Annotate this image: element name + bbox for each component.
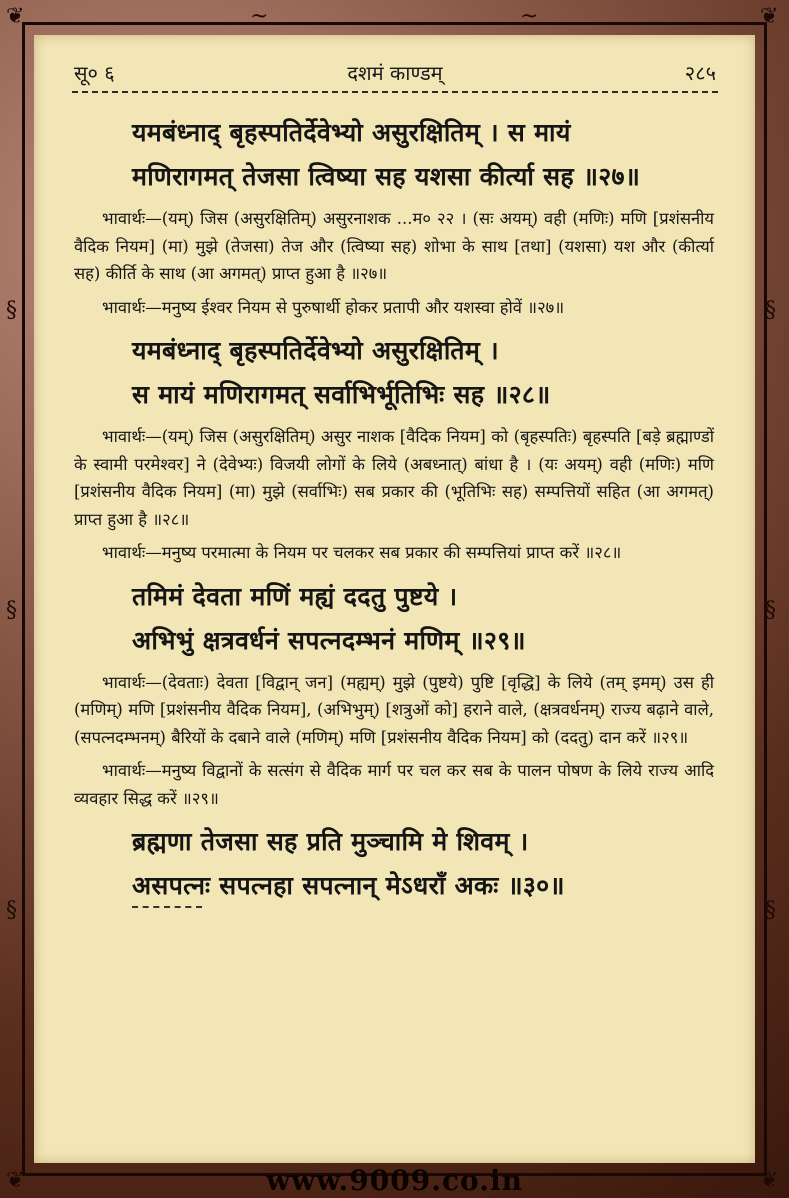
verse-line: यमबंध्नाद् बृहस्पतिर्देवेभ्यो असुरक्षितिम् । स मायं (132, 118, 571, 147)
page-content (74, 111, 714, 908)
verse-line: असपत्नः सपत्नहा सपत्नान् मेऽधराँ अकः ॥३०॥ (132, 871, 565, 900)
verse-line: स मायं मणिरागमत् सर्वाभिर्भूतिभिः सह ॥२८॥ (132, 380, 551, 409)
website-footer: www.9009.co.in (266, 1164, 523, 1197)
verse-line: मणिरागमत् तेजसा त्विष्या सह यशसा कीर्त्या सह ॥२७॥ (132, 162, 641, 191)
side-ornament-icon: § (765, 898, 776, 923)
commentary-paragraph: भावार्थः—मनुष्य ईश्वर नियम से पुरुषार्थी होकर प्रतापी और यशस्वा होवें ॥२७॥ (102, 297, 565, 317)
side-ornament-icon: § (6, 598, 17, 623)
verse-line: अभिभुं क्षत्रवर्धनं सपत्नदम्भनं मणिम् ॥२९॥ (132, 625, 526, 655)
top-ornament-icon: ~ (250, 4, 269, 29)
top-ornament-icon: ~ (520, 4, 539, 29)
sukta-number: सू० ६ (74, 61, 115, 85)
commentary-paragraph: भावार्थः—(देवताः) देवता [विद्वान् जन] (मह्यम्) मुझे (पुष्टये) पुष्टि [वृद्धि] के लिये (तम् इमम्) उस ही (मणिम्) मणि [प्रशंसनीय वैदिक नियम], (अभिभुम्) [शत्रुओं को] हराने वाले, (क्षत्रवर्धनम्) राज्य बढ़ाने वाले, (सपत्नदम्भनम्) बैरियों के दबाने वाले (मणिम्) मणि [प्रशंसनीय वैदिक नियम] को (ददतु) दान करें ॥२९॥ (74, 672, 714, 747)
side-ornament-icon: § (6, 298, 17, 323)
side-ornament-icon: § (765, 298, 776, 323)
corner-ornament-icon: ❦ (760, 1168, 779, 1193)
verse-line: यमबंध्नाद् बृहस्पतिर्देवेभ्यो असुरक्षितिम् । (132, 336, 499, 365)
commentary-paragraph: भावार्थः—मनुष्य परमात्मा के नियम पर चलकर सब प्रकार की सम्पत्तियां प्राप्त करें ॥२८॥ (102, 543, 622, 562)
commentary-paragraph: भावार्थः—(यम्) जिस (असुरक्षितिम्) असुर नाशक [वैदिक नियम] को (बृहस्पतिः) बृहस्पति [बड़े ब्रह्माण्डों के स्वामी परमेश्वर] ने (देवेभ्यः) विजयी लोगों के लिये (अबध्नात्) बांधा है । (यः अयम्) वही (मणिः) मणि [प्रशंसनीय वैदिक नियम] (मा) मुझे (सर्वाभिः) सब प्रकार की (भूतिभिः सह) सम्पत्तियों सहित (आ अगमत्) प्राप्त हुआ है ॥२८॥ (74, 427, 714, 529)
kand-title: दशमं काण्डम् (347, 61, 443, 85)
verse-line: ब्रह्मणा तेजसा सह प्रति मुञ्चामि मे शिवम् । (132, 827, 529, 856)
commentary-paragraph: भावार्थः—(यम्) जिस (असुरक्षितिम्) असुरनाशक ...म० २२ । (सः अयम्) वही (मणिः) मणि [प्रशंसनीय वैदिक नियम] (मा) मुझे (तेजसा) तेज और (त्विष्या सह) शोभा के साथ [तथा] (यशसा) यश और (कीर्त्या सह) कीर्ति के साथ (आ अगमत्) प्राप्त हुआ है ॥२७॥ (74, 209, 714, 283)
corner-ornament-icon: ❦ (760, 4, 779, 29)
page-number: २८५ (684, 61, 716, 85)
side-ornament-icon: § (765, 598, 776, 623)
header-rule (72, 91, 718, 93)
side-ornament-icon: § (6, 898, 17, 923)
page-header (74, 53, 716, 87)
commentary-paragraph: भावार्थः—मनुष्य विद्वानों के सत्संग से वैदिक मार्ग पर चल कर सब के पालन पोषण के लिये राज्य आदि व्यवहार सिद्ध करें ॥२९॥ (74, 761, 714, 808)
corner-ornament-icon: ❦ (6, 4, 25, 29)
corner-ornament-icon: ❦ (6, 1168, 25, 1193)
book-page (34, 35, 755, 1163)
verse-line: तमिमं देवता मणिं मह्यं ददतु पुष्टये । (132, 581, 458, 611)
